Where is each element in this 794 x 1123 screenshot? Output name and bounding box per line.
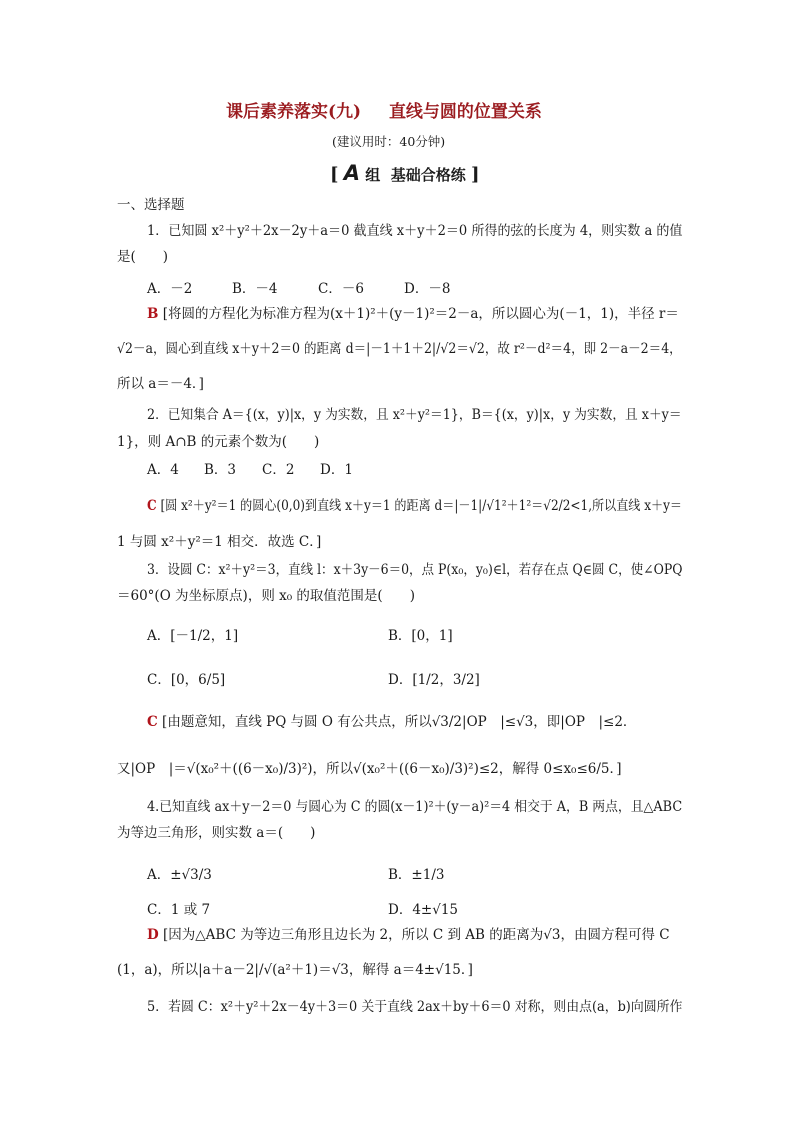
q2-option-c: C．2 [262,462,295,478]
q2-option-d: D．1 [320,462,353,478]
q3-option-b: B．[0，1] [388,628,453,644]
q2-stem-line2: 1}，则 A∩B 的元素个数为( ) [117,434,320,450]
suggested-time: (建议用时：40分钟) [332,134,446,149]
q1-option-c: C．－6 [318,281,364,297]
q3-answer: C [147,714,158,730]
title-left: 课后素养落实(九) [226,102,362,122]
q2-option-b: B．3 [204,462,237,478]
q3-stem-line1: 3．设圆 C：x²＋y²＝3，直线 l：x＋3y－6＝0，点 P(x₀，y₀)∈l，若存在点 Q∈圆 C，使∠OPQ [147,562,683,578]
q4-solution-line2: (1，a)，所以|a＋a－2|/√(a²＋1)＝√3，解得 a＝4±√15．] [117,962,473,978]
title-right: 直线与圆的位置关系 [388,102,542,122]
q1-solution-line2: √2－a，圆心到直线 x＋y＋2＝0 的距离 d＝|－1＋1＋2|/√2＝√2，故 r²－d²＝4，即 2－a－2＝4， [117,341,682,357]
q2-solution-line1: C [圆 x²＋y²＝1 的圆心(0,0)到直线 x＋y＝1 的距离 d＝|－1|/√1²＋1²＝√2/2<1,所以直线 x＋y＝ [147,498,683,514]
q4-answer: D [147,927,159,943]
group-letter: A [343,161,361,185]
section-heading: 一、选择题 [117,197,185,213]
q2-stem-line1: 2．已知集合 A＝{(x，y)|x，y 为实数，且 x²＋y²＝1}，B＝{(x，y)|x，y 为实数，且 x＋y＝ [147,407,682,423]
q4-option-d: D．4±√15 [388,902,459,918]
q3-option-d: D．[1/2，3/2] [388,672,480,688]
q1-solution-line3: 所以 a＝－4．] [117,376,204,392]
q4-option-a: A．±√3/3 [147,867,212,883]
q4-stem-line1: 4.已知直线 ax＋y－2＝0 与圆心为 C 的圆(x－1)²＋(y－a)²＝4 相交于 A，B 两点，且△ABC [147,799,683,815]
q3-solution-line2: 又|OP |＝√(x₀²＋((6－x₀)/3)²)，所以√(x₀²＋((6－x₀)/3)²)≤2，解得 0≤x₀≤6/5．] [117,761,622,777]
group-heading: [ A 组 基础合格练 ] [330,161,480,185]
q4-stem-line2: 为等边三角形，则实数 a＝( ) [117,825,316,841]
q1-stem-line1: 1．已知圆 x²＋y²＋2x－2y＋a＝0 截直线 x＋y＋2＝0 所得的弦的长度为 4，则实数 a 的值 [147,223,683,239]
q4-option-b: B．±1/3 [388,867,445,883]
q3-stem-line2: ＝60°(O 为坐标原点)，则 x₀ 的取值范围是( ) [117,588,415,604]
q3-option-c: C．[0，6/5] [147,672,226,688]
q1-stem-line2: 是( ) [117,249,169,265]
q3-solution-line1: C [由题意知，直线 PQ 与圆 O 有公共点，所以√3/2|OP |≤√3，即|OP |≤2． [147,714,637,730]
q2-solution-line2: 1 与圆 x²＋y²＝1 相交．故选 C．] [117,534,322,550]
q3-option-a: A．[－1/2，1] [147,628,239,644]
q2-answer: C [147,498,157,514]
group-label: 组 基础合格练 [365,166,466,184]
q2-option-a: A．4 [147,462,179,478]
q5-stem-line1: 5．若圆 C：x²＋y²＋2x－4y＋3＝0 关于直线 2ax＋by＋6＝0 对称，则由点(a，b)向圆所作 [147,999,683,1015]
q4-option-c: C．1 或 7 [147,902,211,918]
q4-solution-line1: D [因为△ABC 为等边三角形且边长为 2，所以 C 到 AB 的距离为√3，由圆方程可得 C [147,927,670,943]
q1-option-a: A．－2 [147,281,193,297]
q1-solution-line1: B [将圆的方程化为标准方程为(x＋1)²＋(y－1)²＝2－a，所以圆心为(－1，1)，半径 r＝ [147,306,679,322]
q1-answer: B [147,306,159,322]
page-title [226,97,542,122]
q1-option-d: D．－8 [404,281,451,297]
q1-option-b: B．－4 [232,281,278,297]
